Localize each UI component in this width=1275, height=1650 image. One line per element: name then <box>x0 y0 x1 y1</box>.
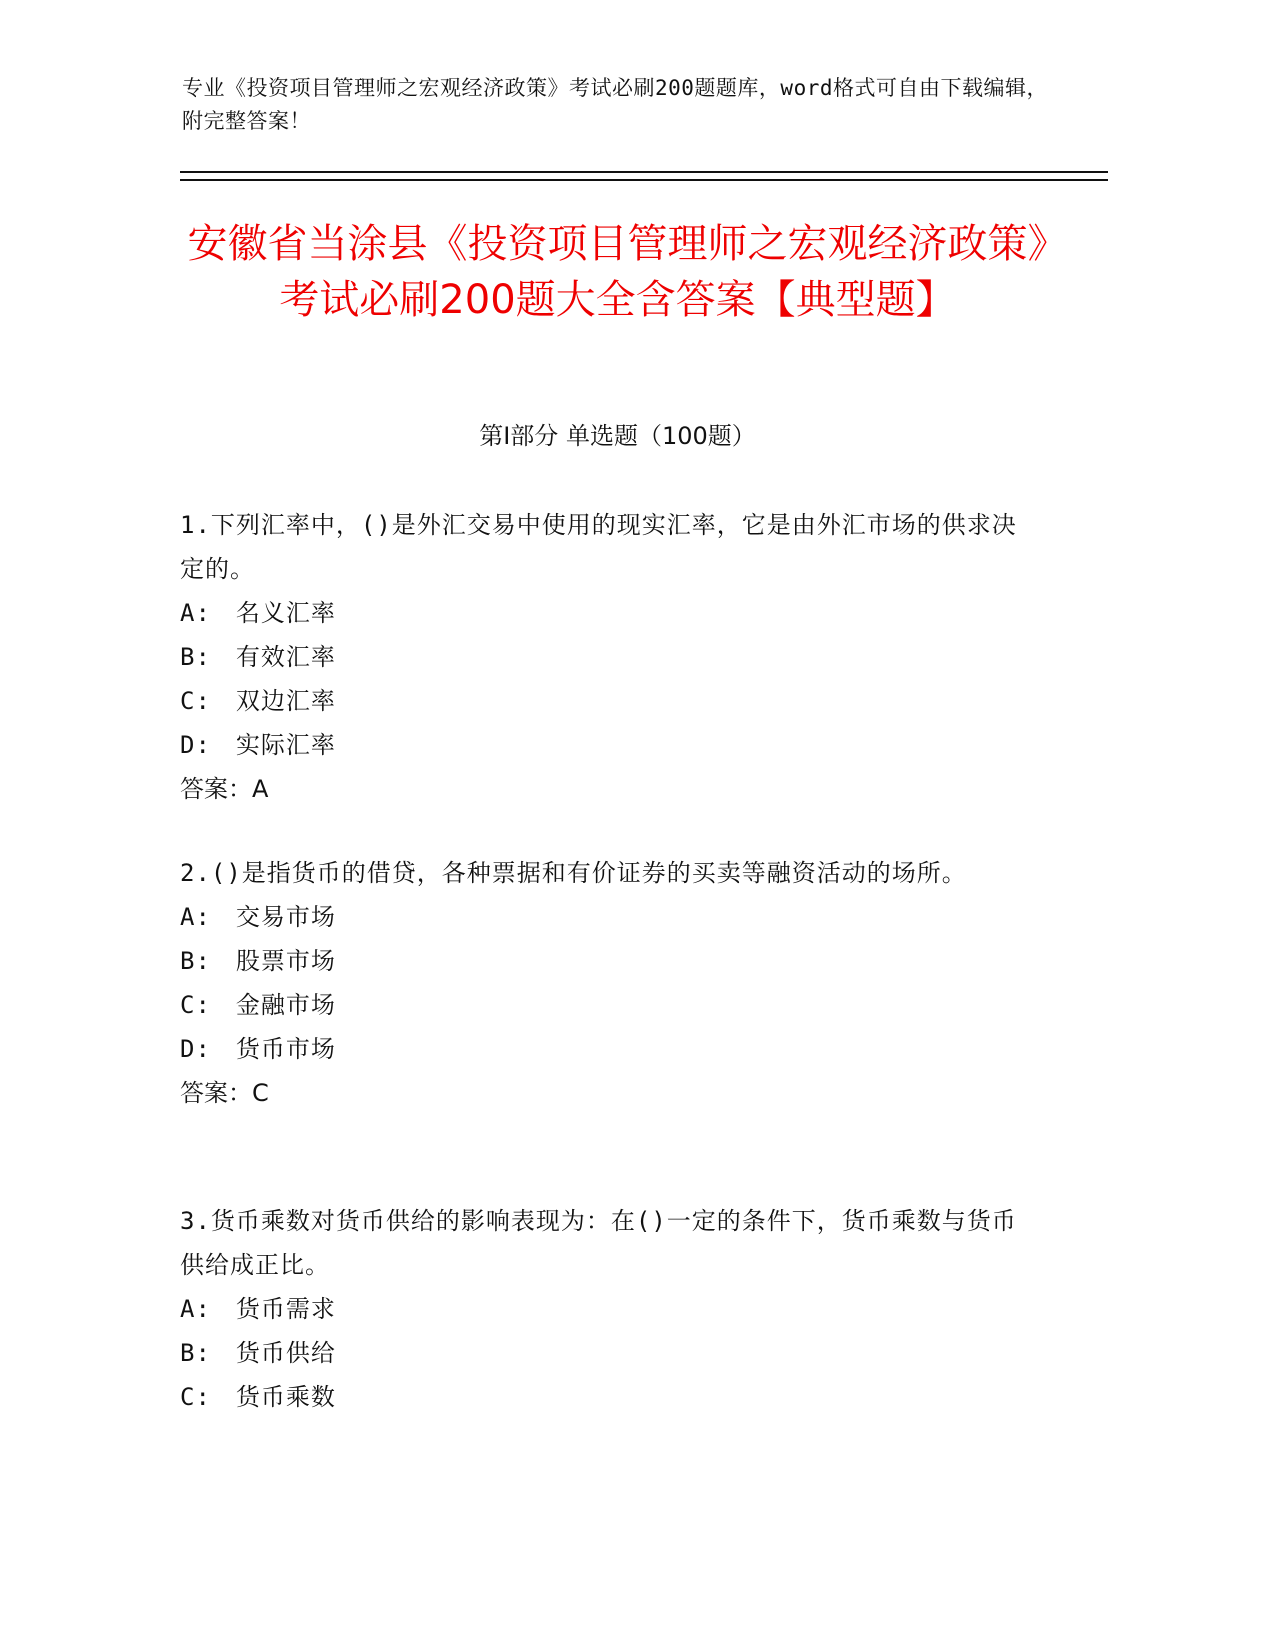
question-3 <box>180 1199 1040 1419</box>
option-c: C: 金融市场 <box>180 991 336 1019</box>
answer: 答案：A <box>180 775 269 803</box>
option-d: D: 实际汇率 <box>180 731 336 759</box>
question-stem: 3.货币乘数对货币供给的影响表现为：在()一定的条件下，货币乘数与货币供给成正比。 <box>180 1207 1017 1279</box>
question-2 <box>180 851 1040 1115</box>
option-d: D: 货币市场 <box>180 1035 336 1063</box>
question-1 <box>180 503 1040 811</box>
option-b: B: 有效汇率 <box>180 643 336 671</box>
section-title: 第Ⅰ部分 单选题（100题） <box>479 422 756 450</box>
option-b: B: 货币供给 <box>180 1339 336 1367</box>
document-title: 安徽省当涂县《投资项目管理师之宏观经济政策》考试必刷200题大全含答案【典型题】 <box>187 221 1048 323</box>
option-a: A: 货币需求 <box>180 1295 336 1323</box>
option-c: C: 货币乘数 <box>180 1383 336 1411</box>
question-stem: 2.()是指货币的借贷，各种票据和有价证券的买卖等融资活动的场所。 <box>180 859 967 887</box>
option-a: A: 交易市场 <box>180 903 336 931</box>
answer: 答案：C <box>180 1079 269 1107</box>
header-rule-top <box>180 171 1108 173</box>
header-note: 专业《投资项目管理师之宏观经济政策》考试必刷200题题库，word格式可自由下载编辑，附完整答案！ <box>182 76 1048 133</box>
option-c: C: 双边汇率 <box>180 687 336 715</box>
question-stem: 1.下列汇率中，()是外汇交易中使用的现实汇率，它是由外汇市场的供求决定的。 <box>180 511 1017 583</box>
option-a: A: 名义汇率 <box>180 599 336 627</box>
header-rule-bottom <box>180 179 1108 181</box>
option-b: B: 股票市场 <box>180 947 336 975</box>
